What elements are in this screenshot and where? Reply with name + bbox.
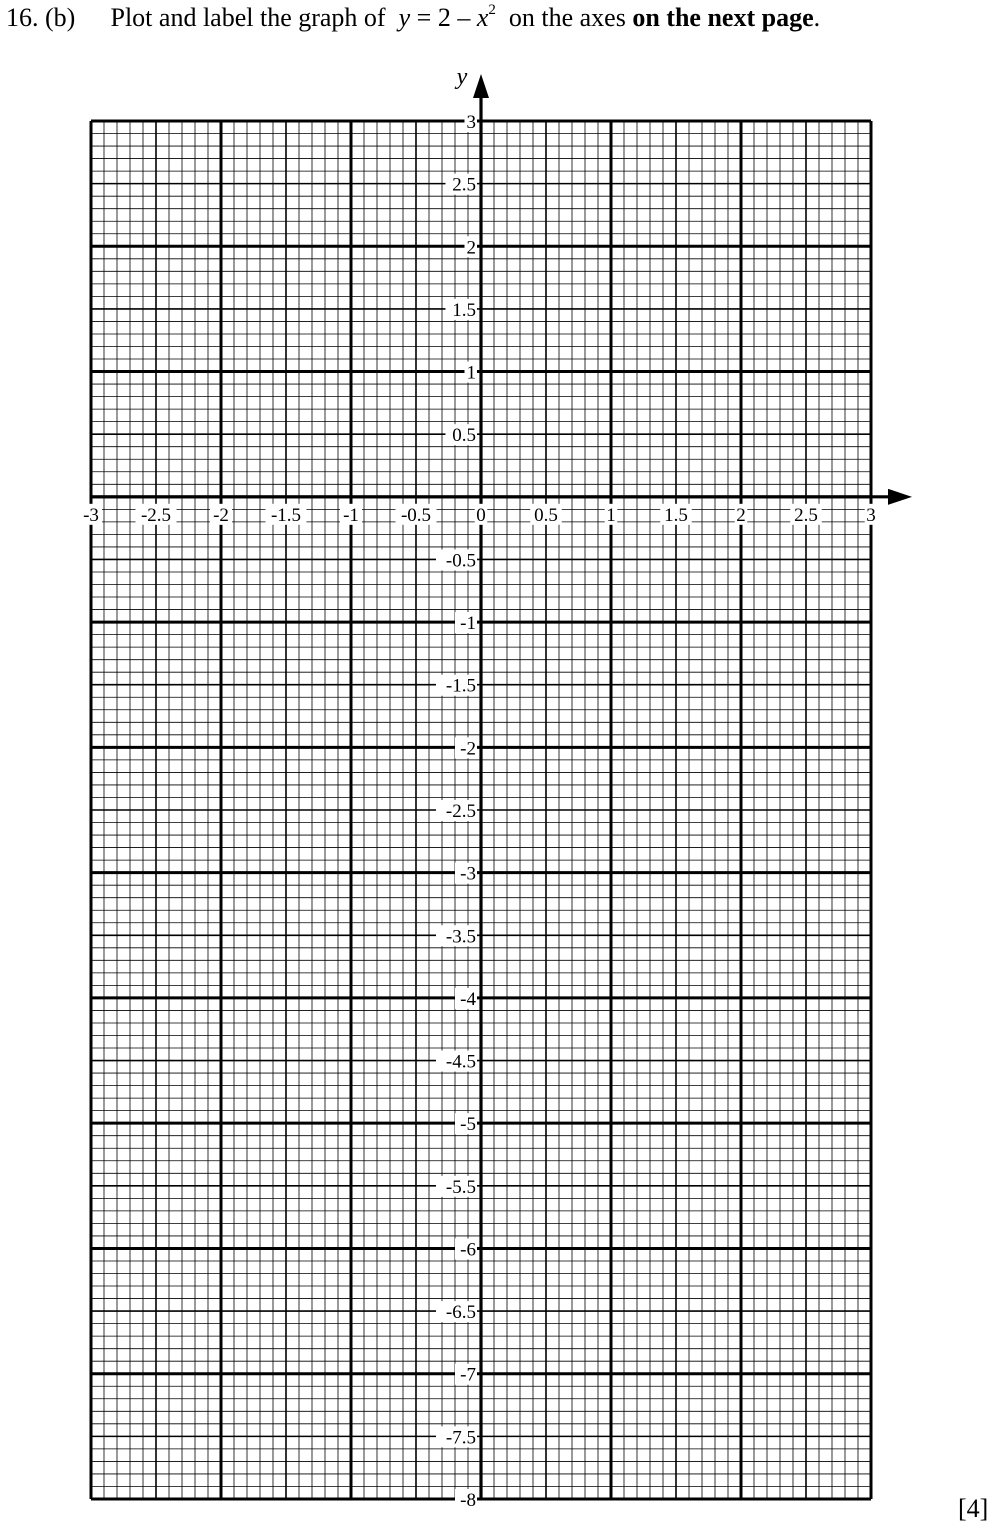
y-tick-label: 2	[466, 237, 476, 259]
x-tick-label: 2.5	[794, 504, 818, 526]
y-tick-label: 2.5	[452, 174, 476, 196]
x-tick-label: -2.5	[140, 504, 172, 526]
x-tick-label: -0.5	[400, 504, 432, 526]
marks-label: [4]	[958, 1494, 989, 1523]
x-tick-label: -1	[343, 504, 359, 526]
equation-y: y	[398, 3, 411, 32]
question-instruction: Plot and label the graph of	[110, 3, 386, 32]
y-tick-label: -1.5	[445, 675, 476, 697]
y-tick-label: -4.5	[445, 1051, 476, 1073]
equation-middle: = 2 –	[410, 3, 477, 32]
y-tick-label: -6.5	[445, 1302, 476, 1324]
x-axis-tick-labels	[80, 504, 877, 526]
x-tick-label: -2	[213, 504, 229, 526]
y-tick-label: -4	[460, 988, 476, 1010]
y-axis-label: y	[456, 64, 468, 90]
y-tick-label: -5.5	[445, 1176, 476, 1198]
equation-exponent: 2	[488, 2, 496, 18]
question-emphasis: on the next page	[632, 3, 814, 32]
y-tick-label: -0.5	[445, 550, 476, 572]
y-tick-label: 3	[466, 112, 476, 133]
y-tick-label: -8	[460, 1490, 476, 1511]
y-tick-label: 1	[466, 362, 476, 384]
y-tick-label: -1	[460, 613, 476, 635]
axes	[91, 74, 912, 1499]
y-tick-label: -7.5	[445, 1427, 476, 1449]
y-tick-label: -2	[460, 738, 476, 760]
question-middle-text: on the axes	[508, 3, 626, 32]
y-tick-label: 1.5	[452, 299, 476, 321]
x-tick-label: 1	[606, 504, 616, 526]
y-tick-label: -3.5	[445, 926, 476, 948]
x-tick-label: 2	[736, 504, 746, 526]
x-tick-label: -1.5	[270, 504, 302, 526]
y-tick-label: -7	[460, 1364, 476, 1386]
y-tick-label: -6	[460, 1239, 476, 1261]
y-tick-label: -5	[460, 1114, 476, 1136]
y-axis-arrow-icon	[473, 74, 489, 98]
x-axis-arrow-icon	[888, 489, 912, 505]
x-tick-label: 1.5	[664, 504, 688, 526]
x-tick-label: 3	[866, 504, 876, 526]
equation-x: x	[476, 3, 489, 32]
y-tick-label: 0.5	[452, 425, 476, 447]
x-tick-label: 0.5	[534, 504, 558, 526]
y-tick-label: -2.5	[445, 801, 476, 822]
y-tick-label: -3	[460, 863, 476, 885]
x-tick-label: 0	[476, 504, 486, 526]
question-end: .	[813, 3, 821, 32]
x-tick-label: -3	[83, 504, 99, 526]
question-number: 16. (b)	[6, 3, 76, 32]
